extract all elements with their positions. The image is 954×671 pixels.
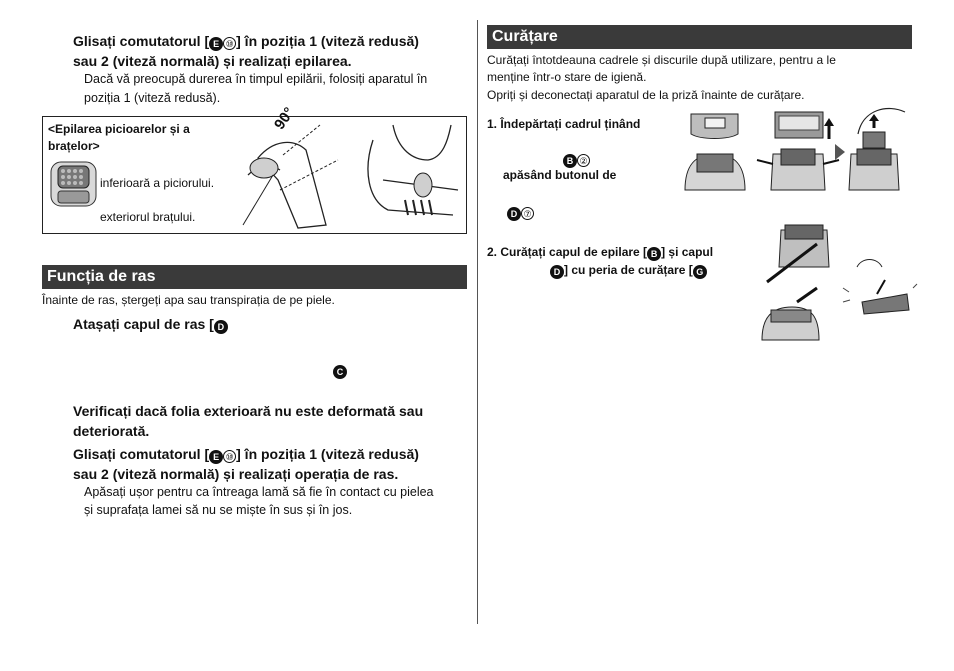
label-d-icon: D [507,207,521,221]
shave-note: Apăsați ușor pentru ca întreaga lamă să fie în contact cu pielea [84,485,434,499]
step-slide-switch-epilation: Glisați comutatorul [ E ⑩ ] în poziția 1 (viteză redusă) [73,33,419,49]
number-10-icon: ⑩ [223,37,236,50]
label-g-icon: G [693,265,707,279]
step-slide-switch-shave-line2: sau 2 (viteză normală) și realizați operația de ras. [73,466,399,482]
number-10-icon: ⑩ [223,450,236,463]
column-divider [477,20,478,624]
box-title: <Epilarea picioarelor și a [48,122,190,136]
box-text-lower-leg: inferioară a piciorului. [100,176,215,190]
arm-epilation-illustration [353,120,468,230]
step-check-foil-line2: deteriorată. [73,423,150,439]
angle-label: 90° [271,104,298,133]
label-b-icon: B [563,154,577,168]
cleaning-intro: Curățați întotdeauna cadrele și discurile după utilizare, pentru a le [487,53,836,67]
number-7-icon: ⑦ [521,207,534,220]
step-slide-switch-epilation-line2: sau 2 (viteză normală) și realizați epilarea. [73,53,352,69]
label-c-icon: C [333,365,347,379]
cleaning-intro-line3: Opriți și deconectați aparatul de la priză înainte de curățare. [487,88,805,102]
box-text-outer-arm: exteriorul brațului. [100,210,196,224]
box-title-line2: brațelor> [48,139,100,153]
step2-clean-heads: 2. Curățați capul de epilare [ B ] și capul [487,245,714,259]
step-check-foil: Verificați dacă folia exterioară nu este deformată sau [73,403,424,419]
step-slide-switch-shave: Glisați comutatorul [ E ⑩ ] în poziția 1 (viteză redusă) [73,446,419,462]
section-header-shave: Funcția de ras [42,265,467,289]
step-attach-shaving-head: Atașați capul de ras [ D [73,314,228,334]
step1-remove-frame: 1. Îndepărtați cadrul ținând [487,117,641,131]
cleaning-intro-line2: menține într-o stare de igienă. [487,70,647,84]
label-b-icon: B [647,247,661,261]
section-header-cleaning: Curățare [487,25,912,49]
number-2-icon: ② [577,154,590,167]
step1-press-button: apăsând butonul de [503,168,617,182]
epilation-pain-note-line2: poziția 1 (viteză redusă). [84,91,221,105]
step2-clean-heads-line2: D ] cu peria de curățare [ G [550,262,707,279]
cleaning-brush-illustration [757,222,917,342]
label-e-icon: E [209,37,223,51]
label-d-icon: D [214,320,228,334]
epilation-pain-note: Dacă vă preocupă durerea în timpul epilării, folosiți aparatul în [84,72,428,86]
legs-arms-box [42,104,467,234]
shave-intro: Înainte de ras, ștergeți apa sau transpirația de pe piele. [42,293,335,307]
epilator-bodies-illustration [683,148,913,193]
leg-epilation-illustration [238,120,348,230]
label-e-icon: E [209,450,223,464]
label-d-icon: D [550,265,564,279]
shave-note-line2: și suprafața lamei să nu se miște în sus și în jos. [84,503,353,517]
epilator-head-image [50,160,97,208]
